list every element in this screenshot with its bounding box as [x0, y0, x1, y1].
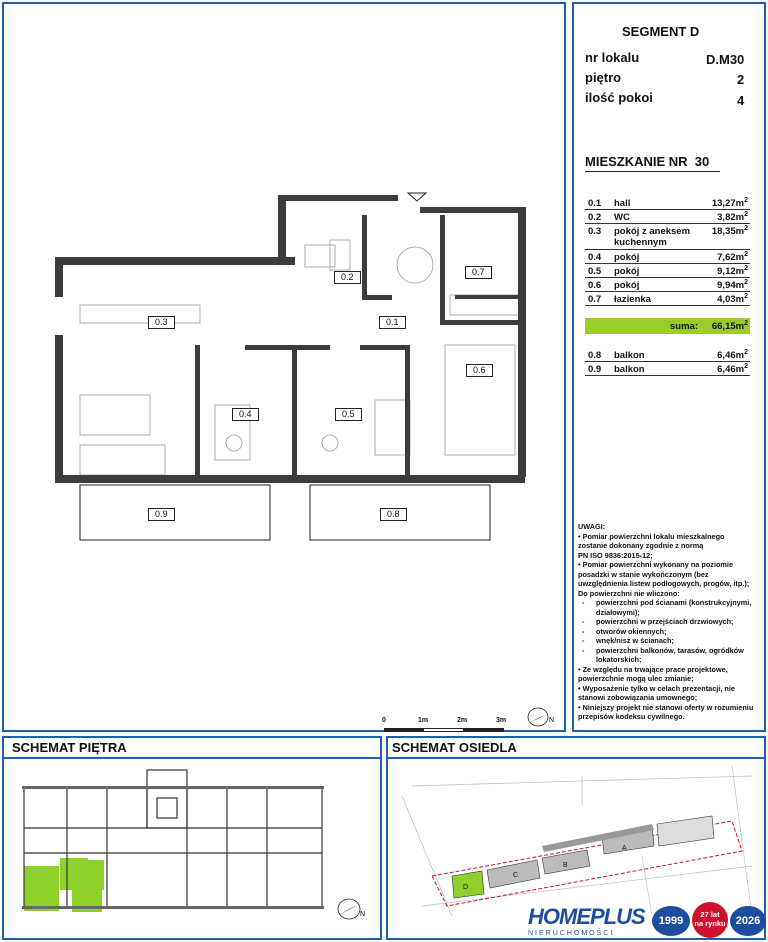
scale-label-2m: 2m	[457, 717, 468, 724]
balcony-table	[585, 348, 750, 376]
notes-title: UWAGI:	[578, 522, 606, 531]
room-label-0.9: 0.9	[148, 508, 175, 521]
info-label-rooms: ilość pokoi	[585, 90, 653, 105]
compass-icon-floor	[336, 896, 370, 922]
room-label-0.7: 0.7	[465, 266, 492, 279]
floor-scheme-divider	[2, 757, 382, 759]
info-value-rooms: 4	[737, 93, 745, 108]
room-row: 0.7 łazienka $4,03m^2$	[585, 292, 750, 306]
room-label-0.2: 0.2	[334, 271, 361, 284]
room-label-0.4: 0.4	[232, 408, 259, 421]
brand-year-from: 1999	[652, 906, 690, 936]
scale-label-3m: 3m	[496, 717, 507, 724]
scale-bar	[384, 728, 504, 732]
floor-plan	[40, 185, 540, 555]
sum-value: $66,15m^2$	[711, 320, 748, 333]
estate-label-b: B	[563, 862, 568, 869]
estate-scheme-divider	[386, 757, 766, 759]
estate-scheme-title: SCHEMAT OSIEDLA	[392, 740, 517, 755]
apartment-number: 30	[694, 154, 710, 169]
scale-label-1m: 1m	[418, 717, 429, 724]
sum-bar	[585, 318, 750, 334]
info-label-unit: nr lokalu	[585, 50, 640, 65]
brand-badge: 27 lat na rynku	[692, 902, 728, 938]
info-value-unit: D.M30	[706, 52, 745, 67]
room-row: 0.2 WC $3,82m^2$	[585, 210, 750, 224]
room-row: 0.5 pokój $9,12m^2$	[585, 264, 750, 278]
balcony-row: 0.9 balkon $6,46m^2$	[585, 362, 750, 376]
apartment-label: MIESZKANIE NR	[585, 154, 688, 169]
brand-logo	[528, 904, 645, 930]
scale-label-0: 0	[382, 717, 386, 724]
svg-text:N: N	[549, 717, 555, 724]
room-label-0.8: 0.8	[380, 508, 407, 521]
room-label-0.6: 0.6	[466, 364, 493, 377]
apartment-heading	[585, 154, 720, 172]
estate-label-c: C	[513, 872, 519, 879]
estate-label-a: A	[622, 845, 627, 852]
notes: UWAGI: • Pomiar powierzchni lokalu mieszkalnego zostanie dokonany zgodnie z normą PN ISO 9836:2015-12; • Pomiar powierzchni wykonany na poziomie posadzki w stanie wykończonym (bez uwzględnienia listew podłogowych, progów, itp.); Do powierzchni nie wliczono: - powierzchni pod ścianami (konstrukcyjnymi, działowymi); - powierzchni w przejściach drzwiowych; - otworów okiennych; - wnęk/nisz w ścianach; - powierzchni balkonów, tarasów, ogródków lokatorskich; • Ze względu na trwające prace projektowe, powierzchnie mogą ulec zmianie; • Wyposażenie tylko w celach prezentacji, nie stanowi zobowiązania umownego; • Niniejszy projekt nie stanowi oferty w rozumieniu przepisów kodeksu cywilnego.	[578, 522, 763, 722]
room-row: 0.1 hall $13,27m^2$	[585, 196, 750, 210]
room-label-0.3: 0.3	[148, 316, 175, 329]
segment-title: SEGMENT D	[622, 24, 700, 39]
svg-text:N: N	[360, 911, 366, 918]
room-table	[585, 196, 750, 306]
floor-scheme-title: SCHEMAT PIĘTRA	[12, 740, 127, 755]
room-label-0.5: 0.5	[335, 408, 362, 421]
room-row: 0.4 pokój $7,62m^2$	[585, 250, 750, 264]
estate-label-d: D	[463, 884, 469, 891]
room-row: 0.3 pokój z aneksem kuchennym $18,35m^2$	[585, 224, 750, 250]
brand-sub: NIERUCHOMOŚCI	[528, 930, 615, 937]
room-label-0.1: 0.1	[379, 316, 406, 329]
compass-icon	[526, 706, 556, 728]
sum-label: suma:	[670, 321, 698, 332]
floor-scheme-drawing	[12, 768, 372, 928]
info-value-floor: 2	[737, 72, 745, 87]
balcony-row: 0.8 balkon $6,46m^2$	[585, 348, 750, 362]
brand-name: HOMEPLUS	[528, 904, 645, 929]
brand-year-to: 2026	[730, 906, 766, 936]
room-row: 0.6 pokój $9,94m^2$	[585, 278, 750, 292]
info-label-floor: piętro	[585, 70, 622, 85]
